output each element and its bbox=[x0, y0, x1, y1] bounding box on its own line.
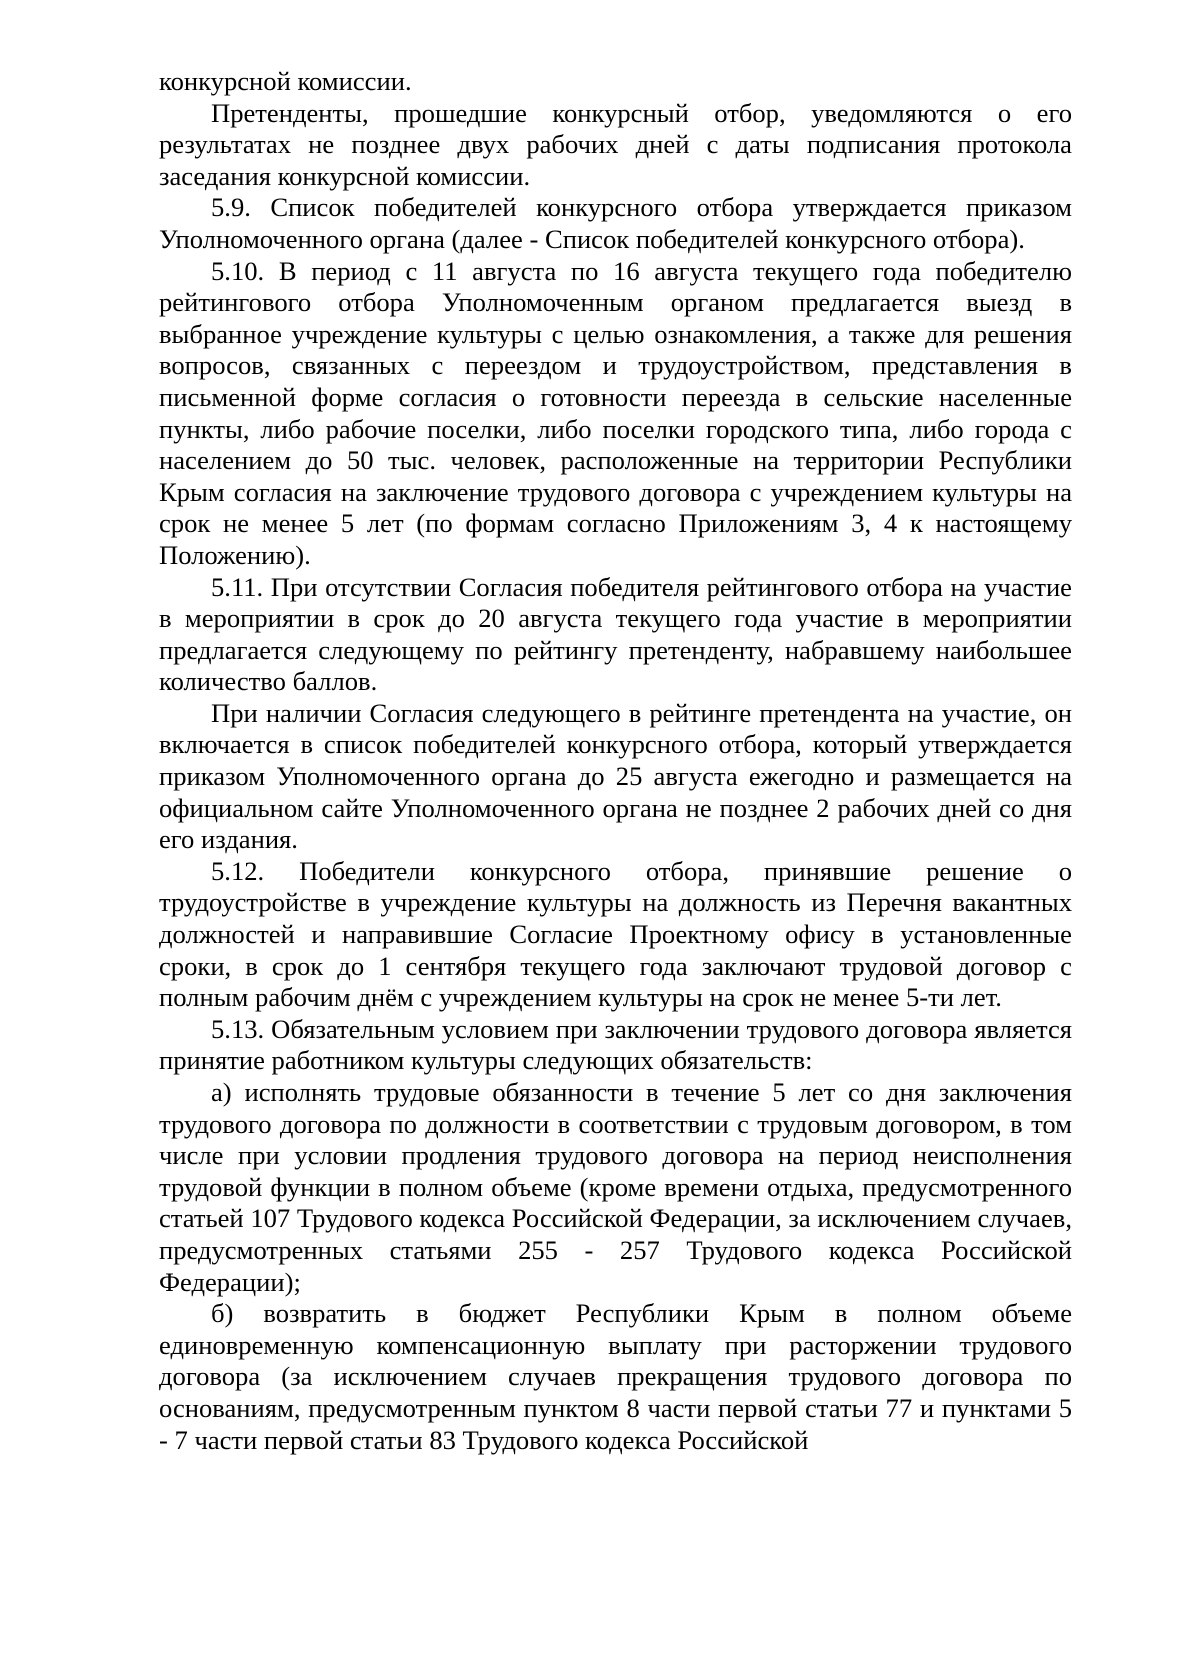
paragraph-consent: При наличии Согласия следующего в рейтинге претендента на участие, он включается в список победителей конкурсного отбора, который утверждается приказом Уполномоченного органа до 25 августа ежегодно и размещается на официальном сайте Уполномоченного органа не позднее 2 рабочих дней со дня его издания. bbox=[159, 697, 1072, 855]
paragraph-continuation: конкурсной комиссии. bbox=[159, 66, 412, 96]
paragraph-5-11: 5.11. При отсутствии Согласия победителя рейтингового отбора на участие в мероприятии в срок до 20 августа текущего года участие в мероприятии предлагается следующему по рейтингу претенденту, набравшему наибольшее количество баллов. bbox=[159, 571, 1072, 697]
paragraph-5-13: 5.13. Обязательным условием при заключении трудового договора является принятие работником культуры следующих обязательств: bbox=[159, 1013, 1072, 1076]
paragraph-item-b: б) возвратить в бюджет Республики Крым в полном объеме единовременную компенсационную выплату при расторжении трудового договора (за исключением случаев прекращения трудового договора по основаниям, предусмотренным пунктом 8 части первой статьи 77 и пунктами 5 - 7 части первой статьи 83 Трудового кодекса Российской bbox=[159, 1298, 1072, 1455]
paragraph-notification: Претенденты, прошедшие конкурсный отбор, уведомляются о его результатах не позднее двух рабочих дней с даты подписания протокола заседания конкурсной комиссии. bbox=[159, 97, 1072, 191]
document-body bbox=[159, 66, 1072, 1456]
paragraph-5-12: 5.12. Победители конкурсного отбора, принявшие решение о трудоустройстве в учреждение культуры на должность из Перечня вакантных должностей и направившие Согласие Проектному офису в установленные сроки, в срок до 1 сентября текущего года заключают трудовой договор с полным рабочим днём с учреждением культуры на срок не менее 5-ти лет. bbox=[159, 855, 1072, 1013]
paragraph-5-10: 5.10. В период с 11 августа по 16 августа текущего года победителю рейтингового отбора Уполномоченным органом предлагается выезд в выбранное учреждение культуры с целью ознакомления, а также для решения вопросов, связанных с переездом и трудоустройством, представления в письменной форме согласия о готовности переезда в сельские населенные пункты, либо рабочие поселки, либо поселки городского типа, либо города с населением до 50 тыс. человек, расположенные на территории Республики Крым согласия на заключение трудового договора с учреждением культуры на срок не менее 5 лет (по формам согласно Приложениям 3, 4 к настоящему Положению). bbox=[159, 255, 1072, 570]
paragraph-5-9: 5.9. Список победителей конкурсного отбора утверждается приказом Уполномоченного органа (далее - Список победителей конкурсного отбора). bbox=[159, 192, 1072, 254]
paragraph-item-a: а) исполнять трудовые обязанности в течение 5 лет со дня заключения трудового договора по должности в соответствии с трудовым договором, в том числе при условии продления трудового договора на период неисполнения трудовой функции в полном объеме (кроме времени отдыха, предусмотренного статьей 107 Трудового кодекса Российской Федерации, за исключением случаев, предусмотренных статьями 255 - 257 Трудового кодекса Российской Федерации); bbox=[159, 1077, 1072, 1297]
